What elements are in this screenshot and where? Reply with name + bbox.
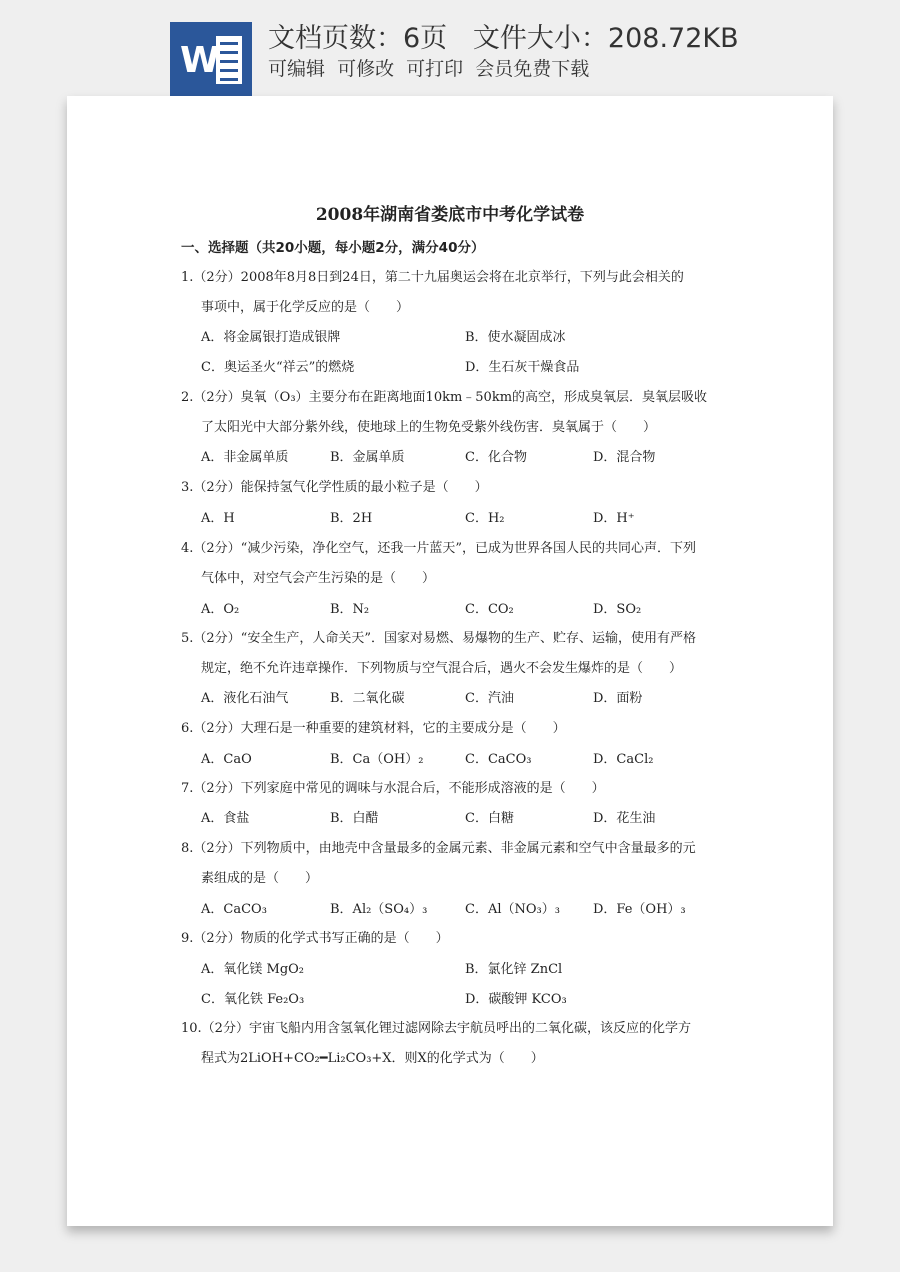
question-4-option-d: D．SO₂ <box>593 602 642 617</box>
file-info: 文档页数：6页 文件大小：208.72KB <box>268 23 739 54</box>
question-5-option-b: B．二氧化碳 <box>330 691 405 706</box>
section-heading: 一、选择题（共20小题，每小题2分，满分40分） <box>181 240 485 256</box>
question-8-option-a: A．CaCO₃ <box>201 902 267 917</box>
question-3-option-c: C．H₂ <box>465 511 505 526</box>
question-9-line-1: 9.（2分）物质的化学式书写正确的是（ ） <box>181 931 449 946</box>
question-2-option-c: C．化合物 <box>465 450 527 465</box>
question-8-line-2: 素组成的是（ ） <box>201 871 319 886</box>
question-5-option-c: C．汽油 <box>465 691 514 706</box>
question-6-option-d: D．CaCl₂ <box>593 752 654 767</box>
question-7-option-c: C．白糖 <box>465 811 514 826</box>
question-3-option-b: B．2H <box>330 511 373 526</box>
question-3-option-a: A．H <box>201 511 235 526</box>
question-7-option-b: B．白醋 <box>330 811 379 826</box>
question-1-option-c: C．奥运圣火“祥云”的燃烧 <box>201 360 355 375</box>
question-10-line-1: 10.（2分）宇宙飞船内用含氢氧化锂过滤网除去宇航员呼出的二氧化碳，该反应的化学方 <box>181 1021 691 1036</box>
question-1-line-2: 事项中，属于化学反应的是（ ） <box>201 300 410 315</box>
question-5-line-2: 规定，绝不允许违章操作．下列物质与空气混合后，遇火不会发生爆炸的是（ ） <box>201 661 683 676</box>
question-7-line-1: 7.（2分）下列家庭中常见的调味与水混合后，不能形成溶液的是（ ） <box>181 781 605 796</box>
question-4-option-a: A．O₂ <box>201 602 240 617</box>
question-5-option-a: A．液化石油气 <box>201 691 289 706</box>
exam-title: 2008年湖南省娄底市中考化学试卷 <box>315 205 585 225</box>
document-lines-icon <box>216 36 242 84</box>
question-9-option-b: B．氯化锌 ZnCl <box>465 962 563 977</box>
question-6-line-1: 6.（2分）大理石是一种重要的建筑材料，它的主要成分是（ ） <box>181 721 566 736</box>
question-7-option-a: A．食盐 <box>201 811 250 826</box>
question-10-line-2: 程式为2LiOH+CO₂━Li₂CO₃+X．则X的化学式为（ ） <box>201 1051 544 1066</box>
question-7-option-d: D．花生油 <box>593 811 656 826</box>
question-9-option-d: D．碳酸钾 KCO₃ <box>465 992 567 1007</box>
question-2-option-d: D．混合物 <box>593 450 656 465</box>
question-3-line-1: 3.（2分）能保持氢气化学性质的最小粒子是（ ） <box>181 480 488 495</box>
question-1-option-a: A．将金属银打造成银牌 <box>201 330 341 345</box>
question-9-option-a: A．氧化镁 MgO₂ <box>201 962 305 977</box>
question-2-option-b: B．金属单质 <box>330 450 405 465</box>
document-page <box>67 96 833 1226</box>
question-4-option-c: C．CO₂ <box>465 602 514 617</box>
question-6-option-c: C．CaCO₃ <box>465 752 532 767</box>
question-2-line-2: 了太阳光中大部分紫外线，使地球上的生物免受紫外线伤害．臭氧属于（ ） <box>201 420 657 435</box>
download-header <box>0 0 900 96</box>
question-8-option-c: C．Al（NO₃）₃ <box>465 902 560 917</box>
question-8-line-1: 8.（2分）下列物质中，由地壳中含量最多的金属元素、非金属元素和空气中含量最多的元 <box>181 841 696 856</box>
question-5-line-1: 5.（2分）“安全生产，人命关天”．国家对易燃、易爆物的生产、贮存、运输，使用有严格 <box>181 631 696 646</box>
question-6-option-a: A．CaO <box>201 752 252 767</box>
question-1-line-1: 1.（2分）2008年8月8日到24日，第二十九届奥运会将在北京举行，下列与此会相关的 <box>181 270 684 285</box>
question-8-option-b: B．Al₂（SO₄）₃ <box>330 902 428 917</box>
word-document-icon <box>170 22 252 96</box>
question-4-line-2: 气体中，对空气会产生污染的是（ ） <box>201 571 436 586</box>
question-2-option-a: A．非金属单质 <box>201 450 289 465</box>
question-2-line-1: 2.（2分）臭氧（O₃）主要分布在距离地面10km﹣50km的高空，形成臭氧层．臭氧层吸收 <box>181 390 708 405</box>
question-3-option-d: D．H⁺ <box>593 511 635 526</box>
word-icon-letter: W <box>180 40 220 81</box>
question-1-option-b: B．使水凝固成冰 <box>465 330 566 345</box>
question-6-option-b: B．Ca（OH）₂ <box>330 752 424 767</box>
question-8-option-d: D．Fe（OH）₃ <box>593 902 686 917</box>
question-4-line-1: 4.（2分）“减少污染，净化空气，还我一片蓝天”，已成为世界各国人民的共同心声．下列 <box>181 541 696 556</box>
question-5-option-d: D．面粉 <box>593 691 643 706</box>
question-9-option-c: C．氧化铁 Fe₂O₃ <box>201 992 305 1007</box>
question-1-option-d: D．生石灰干燥食品 <box>465 360 580 375</box>
file-features: 可编辑 可修改 可打印 会员免费下载 <box>268 58 590 80</box>
question-4-option-b: B．N₂ <box>330 602 370 617</box>
